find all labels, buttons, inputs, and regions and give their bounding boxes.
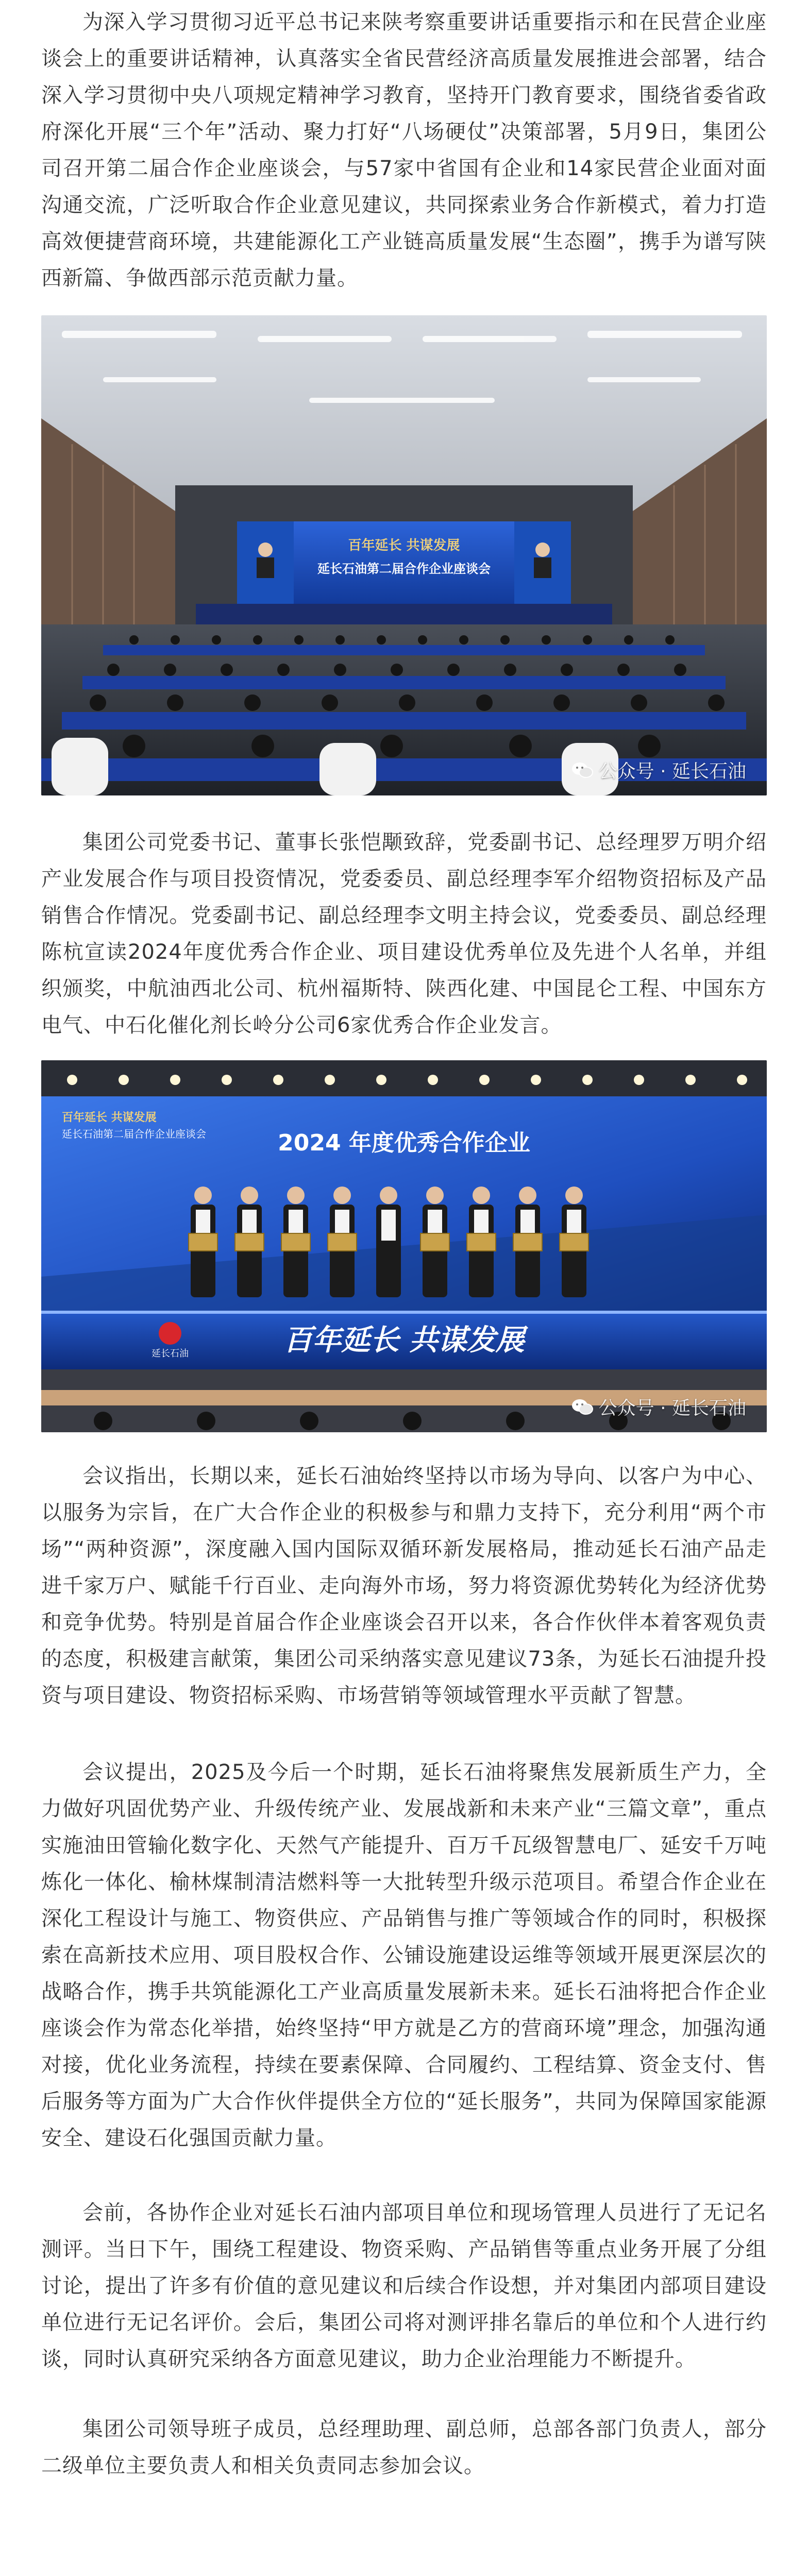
banner-title: 延长石油第二届合作企业座谈会 (317, 562, 491, 576)
evaluation-paragraph: 会前，各协作企业对延长石油内部项目单位和现场管理人员进行了无记名测评。当日下午，围绕工程建设、物资采购、产品销售等重点业务开展了分组讨论，提出了许多有价值的意见建议和后续合作设想，并对集团内部项目建设单位进行无记名评价。会后，集团公司将对测评排名靠后的单位和个人进行约谈，同时认真研究采纳各方面意见建议，助力企业治理能力不断提升。 (41, 2201, 767, 2371)
watermark-text: 公众号 · 延长石油 (598, 761, 746, 782)
attendees-paragraph: 集团公司领导班子成员，总经理助理、副总师，总部各部门负责人，部分二级单位主要负责人和相关负责同志参加会议。 (41, 2417, 767, 2478)
meeting-outlook-paragraph: 会议提出，2025及今后一个时期，延长石油将聚焦发展新质生产力，全力做好巩固优势产业、升级传统产业、发展战新和未来产业“三篇文章”，重点实施油田管输化数字化、天然气产能提升、百万千瓦级智慧电厂、延安千万吨炼化一体化、榆林煤制清洁燃料等一大批转型升级示范项目。希望合作企业在深化工程设计与施工、物资供应、产品销售与推广等领域合作的同时，积极探索在高新技术应用、项目股权合作、公铺设施建设运维等领域开展更深层次的战略合作，携手共筑能源化工产业高质量发展新未来。延长石油将把合作企业座谈会作为常态化举措，始终坚持“甲方就是乙方的营商环境”理念，加强沟通对接，优化业务流程，持续在要素保障、合同履约、工程结算、资金支付、售后服务等方面为广大合作伙伴提供全方位的“延长服务”，共同为保障国家能源安全、建设石化强国贡献力量。 (41, 1760, 767, 2150)
banner-slogan: 百年延长 共谋发展 (348, 538, 460, 553)
watermark (571, 1394, 746, 1420)
conference-hall-photo (41, 315, 767, 795)
awardees (189, 1187, 588, 1297)
watermark-text: 公众号 · 延长石油 (598, 1398, 746, 1419)
wechat-icon (571, 1398, 594, 1416)
award-title: 2024 年度优秀合作企业 (278, 1130, 530, 1156)
speech-paragraph: 集团公司党委书记、董事长张恺颙致辞，党委副书记、总经理罗万明介绍产业发展合作与项目投资情况，党委委员、副总经理李军介绍物资招标及产品销售合作情况。党委副书记、副总经理李文明主持会议，党委委员、副总经理陈杭宣读2024年度优秀合作企业、项目建设优秀单位及先进个人名单，并组织颁奖，中航油西北公司、杭州福斯特、陕西化建、中国昆仑工程、中国东方电气、中石化催化剂长岭分公司6家优秀合作企业发言。 (41, 831, 767, 1037)
intro-paragraph: 为深入学习贯彻习近平总书记来陕考察重要讲话重要指示和在民营企业座谈会上的重要讲话精神，认真落实全省民营经济高质量发展推进会部署，结合深入学习贯彻中央八项规定精神学习教育，坚持开门教育要求，围绕省委省政府深化开展“三个年”活动、聚力打好“八场硬仗”决策部署，5月9日，集团公司召开第二届合作企业座谈会，与57家中省国有企业和14家民营企业面对面沟通交流，广泛听取合作企业意见建议，共同探索业务合作新模式，着力打造高效便捷营商环境，共建能源化工产业链高质量发展“生态圈”，携手为谱写陕西新篇、争做西部示范贡献力量。 (41, 10, 767, 290)
svg-text:延长石油: 延长石油 (152, 1348, 189, 1359)
conference-hall-illustration (41, 315, 767, 795)
watermark (571, 757, 746, 783)
award-ceremony-photo (41, 1060, 767, 1432)
screen-slogan: 百年延长 共谋发展 (62, 1111, 157, 1124)
wechat-icon (571, 761, 594, 779)
meeting-review-paragraph: 会议指出，长期以来，延长石油始终坚持以市场为导向、以客户为中心、以服务为宗旨，在广大合作企业的积极参与和鼎力支持下，充分利用“两个市场”“两种资源”，深度融入国内国际双循环新发展格局，推动延长石油产品走进千家万户、赋能千行百业、走向海外市场，努力将资源优势转化为经济优势和竞争优势。特别是首届合作企业座谈会召开以来，各合作伙伴本着客观负责的态度，积极建言献策，集团公司采纳落实意见建议73条，为延长石油提升投资与项目建设、物资招标采购、市场营销等领域管理水平贡献了智慧。 (41, 1464, 767, 1707)
stage-slogan: 百年延长 共谋发展 (283, 1323, 525, 1357)
award-ceremony-illustration (41, 1060, 767, 1432)
screen-title: 延长石油第二届合作企业座谈会 (62, 1128, 206, 1140)
